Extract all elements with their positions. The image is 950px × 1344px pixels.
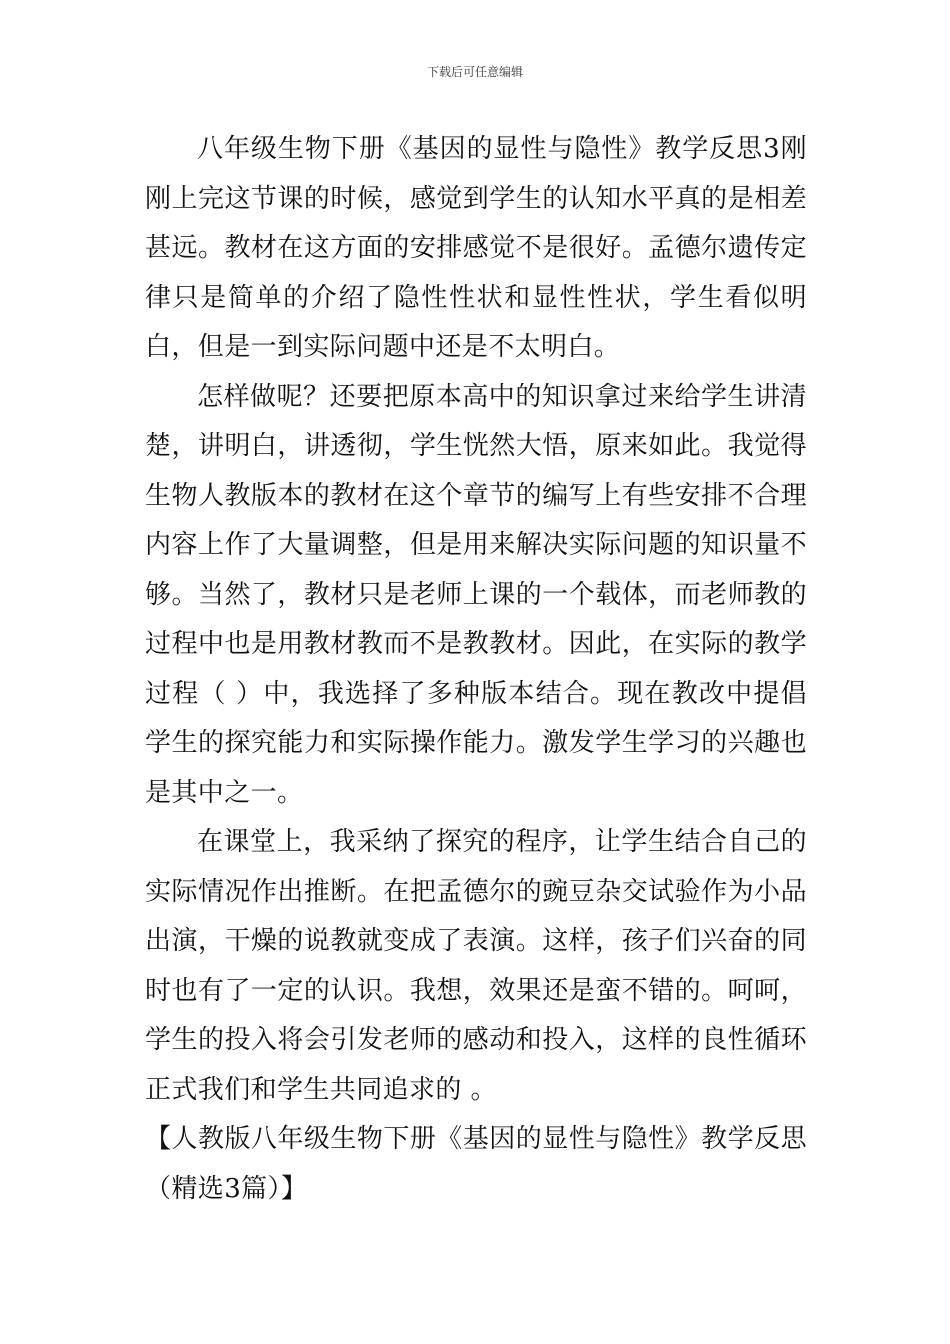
closing-title: 【人教版八年级生物下册《基因的显性与隐性》教学反思（精选3篇）】 (145, 1124, 807, 1204)
paragraph-3: 在课堂上，我采纳了探究的程序，让学生结合自己的实际情况作出推断。在把孟德尔的豌豆杂交试验作为小品出演，干燥的说教就变成了表演。这样，孩子们兴奋的同时也有了一定的认识。我想，效果还是蛮不错的。呵呵，学生的投入将会引发老师的感动和投入，这样的良性循环正式我们和学生共同追求的 。 (145, 827, 807, 1105)
paragraph-2: 怎样做呢？还要把原本高中的知识拿过来给学生讲清楚，讲明白，讲透彻，学生恍然大悟，原来如此。我觉得生物人教版本的教材在这个章节的编写上有些安排不合理内容上作了大量调整，但是用来解决实际问题的知识量不够。当然了，教材只是老师上课的一个载体，而老师教的过程中也是用教材教而不是教教材。因此，在实际的教学过程（ ）中，我选择了多种版本结合。现在教改中提倡学生的探究能力和实际操作能力。激发学生学习的兴趣也是其中之一。 (145, 381, 807, 808)
document-body (145, 125, 807, 1214)
header-note: 下载后可任意编辑 (426, 65, 523, 79)
paragraph-1: 八年级生物下册《基因的显性与隐性》教学反思3刚刚上完这节课的时候，感觉到学生的认知水平真的是相差甚远。教材在这方面的安排感觉不是很好。孟德尔遗传定律只是简单的介绍了隐性性状和显性性状，学生看似明白，但是一到实际问题中还是不太明白。 (145, 134, 807, 362)
